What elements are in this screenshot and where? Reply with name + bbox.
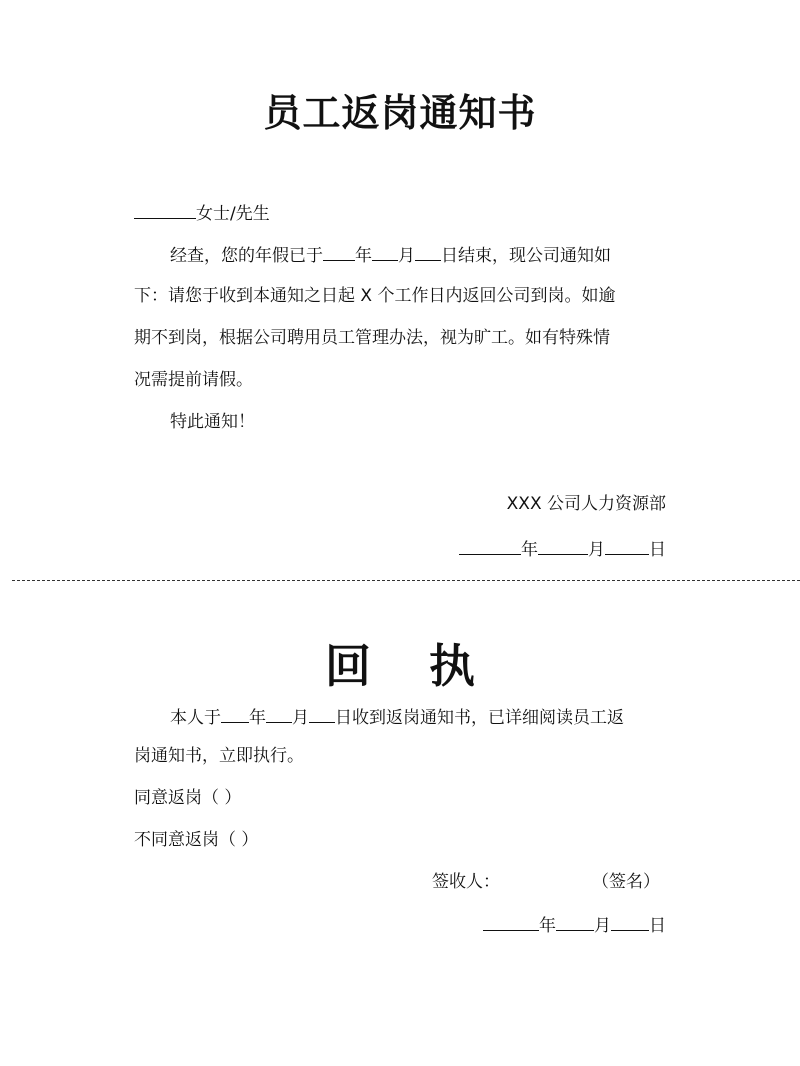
signature-hint: （签名） (592, 872, 660, 892)
signer-label: 签收人： (432, 872, 500, 892)
tear-off-divider (12, 580, 800, 581)
receipt-title: 回 执 (325, 639, 475, 693)
notice-closing: 特此通知！ (170, 412, 255, 432)
receipt-line-2: 岗通知书，立即执行。 (134, 746, 304, 766)
month-blank (372, 242, 398, 261)
addressee-line (134, 200, 674, 226)
receipt-date-line: 年 月 日 (483, 912, 666, 938)
notice-title: 员工返岗通知书 (263, 91, 537, 135)
signer-line (432, 870, 672, 894)
notice-paragraph-line-2: 下：请您于收到本通知之日起 X 个工作日内返回公司到岗。如逾 (134, 286, 616, 306)
disagree-option: 不同意返岗（ ） (134, 830, 259, 850)
notice-paragraph-line-3: 期不到岗，根据公司聘用员工管理办法，视为旷工。如有特殊情 (134, 328, 610, 348)
notice-paragraph-line-1: 经查，您的年假已于 年 月 日结束，现公司通知如 (170, 242, 710, 268)
year-blank (323, 242, 355, 261)
issuer-department: XXX 公司人力资源部 (506, 494, 666, 514)
name-blank (134, 200, 196, 219)
addressee-suffix: 女士/先生 (196, 204, 270, 224)
day-blank (415, 242, 441, 261)
notice-paragraph-line-4: 况需提前请假。 (134, 370, 253, 390)
notice-date-line: 年 月 日 (459, 536, 666, 562)
receipt-line-1: 本人于 年 月 日收到返岗通知书，已详细阅读员工返 (170, 704, 710, 730)
agree-option: 同意返岗（ ） (134, 788, 242, 808)
